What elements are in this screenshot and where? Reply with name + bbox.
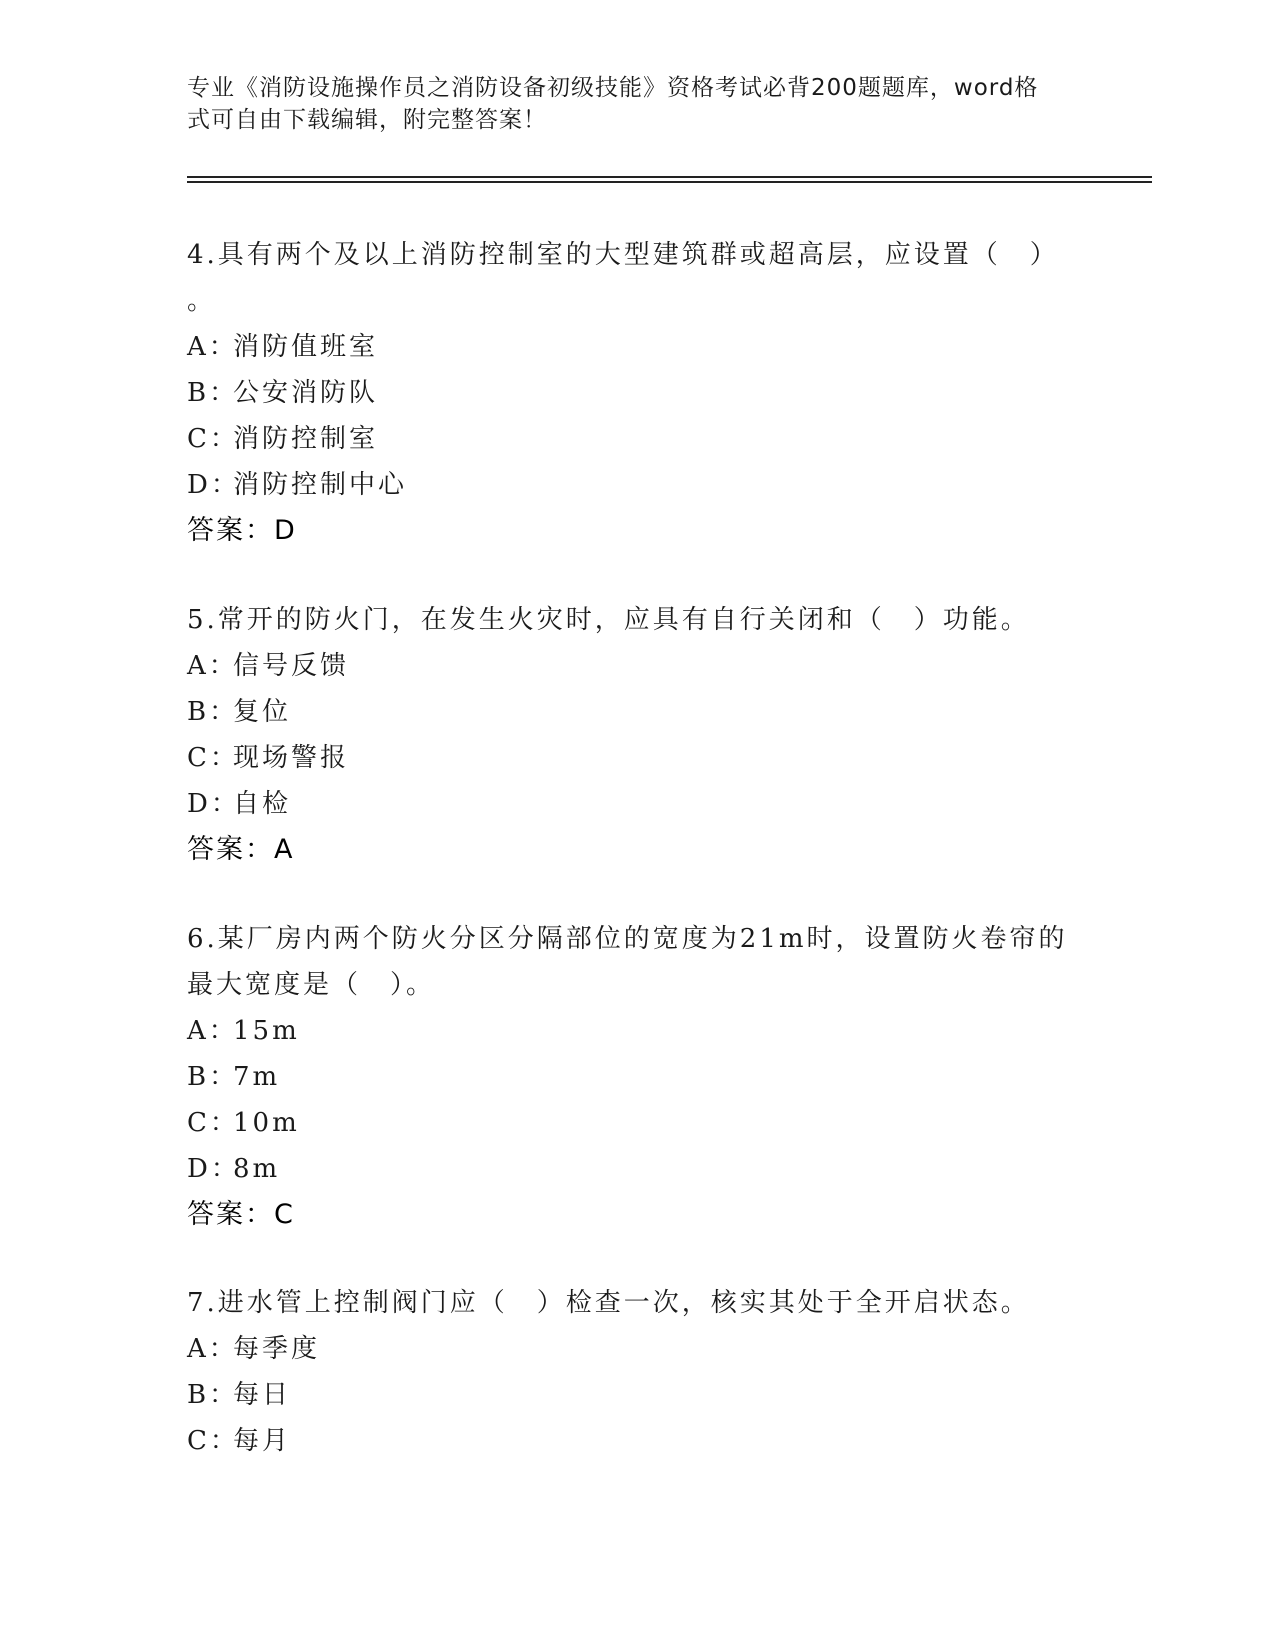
option-c [187, 1100, 1087, 1146]
option-d [187, 781, 1087, 827]
option-letter: D： [187, 1154, 240, 1184]
answer-line: 答案：D [187, 515, 297, 546]
option-letter: D： [187, 470, 240, 500]
option-letter: C： [187, 424, 239, 454]
option-letter: B： [187, 378, 239, 408]
option-letter: C： [187, 1108, 239, 1138]
option-text: 每季度 [233, 1334, 321, 1364]
option-a [187, 324, 1087, 370]
option-b [187, 1054, 1087, 1100]
option-text: 复位 [233, 697, 292, 727]
option-text: 8m [233, 1154, 281, 1184]
question-7 [187, 1280, 1087, 1464]
option-text: 15m [233, 1016, 300, 1046]
option-letter: C： [187, 743, 239, 773]
question-4 [187, 232, 1087, 554]
option-a [187, 1008, 1087, 1054]
option-text: 现场警报 [233, 743, 350, 773]
header-line-2: 式可自由下载编辑，附完整答案！ [187, 107, 547, 133]
header-divider-bottom [187, 181, 1152, 183]
header-divider-top [187, 176, 1152, 178]
option-text: 公安消防队 [233, 378, 379, 408]
question-stem-line: 7.进水管上控制阀门应（ ）检查一次，核实其处于全开启状态。 [187, 1288, 1030, 1318]
option-letter: A： [187, 1334, 238, 1364]
option-letter: C： [187, 1426, 239, 1456]
question-stem-line: 最大宽度是（ ）。 [187, 970, 436, 1000]
option-letter: D： [187, 789, 240, 819]
option-a [187, 1326, 1087, 1372]
option-text: 信号反馈 [233, 651, 350, 681]
question-6 [187, 916, 1087, 1238]
answer-line: 答案：C [187, 1199, 295, 1230]
question-stem-line: 6.某厂房内两个防火分区分隔部位的宽度为21m时，设置防火卷帘的 [187, 924, 1068, 954]
option-text: 每月 [233, 1426, 292, 1456]
option-text: 7m [233, 1062, 281, 1092]
option-b [187, 689, 1087, 735]
option-letter: B： [187, 1380, 239, 1410]
question-5 [187, 597, 1087, 873]
document-header [187, 72, 1067, 136]
option-d [187, 1146, 1087, 1192]
option-a [187, 643, 1087, 689]
question-stem-line: 。 [187, 286, 217, 316]
option-text: 消防值班室 [233, 332, 379, 362]
option-letter: A： [187, 1016, 238, 1046]
option-text: 每日 [233, 1380, 292, 1410]
option-letter: A： [187, 651, 238, 681]
option-d [187, 462, 1087, 508]
option-b [187, 1372, 1087, 1418]
option-c [187, 416, 1087, 462]
option-letter: B： [187, 1062, 239, 1092]
header-line-1: 专业《消防设施操作员之消防设备初级技能》资格考试必背200题题库，word格 [187, 75, 1039, 101]
option-letter: B： [187, 697, 239, 727]
question-stem-line: 4.具有两个及以上消防控制室的大型建筑群或超高层，应设置（ ） [187, 240, 1059, 270]
question-stem-line: 5.常开的防火门，在发生火灾时，应具有自行关闭和（ ）功能。 [187, 605, 1030, 635]
option-c [187, 1418, 1087, 1464]
option-c [187, 735, 1087, 781]
answer-line: 答案：A [187, 834, 295, 865]
option-letter: A： [187, 332, 238, 362]
option-b [187, 370, 1087, 416]
option-text: 自检 [233, 789, 292, 819]
option-text: 消防控制室 [233, 424, 379, 454]
option-text: 10m [233, 1108, 300, 1138]
option-text: 消防控制中心 [233, 470, 408, 500]
